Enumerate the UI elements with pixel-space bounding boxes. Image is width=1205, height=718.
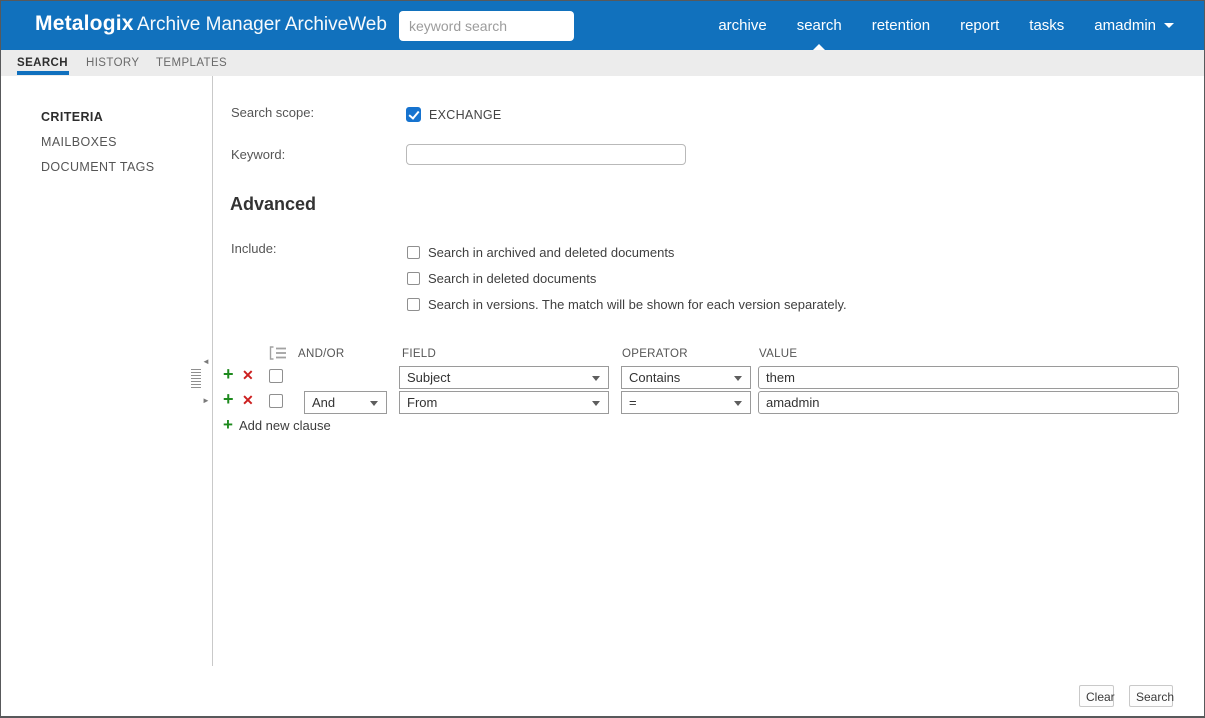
- user-menu-label: amadmin: [1094, 17, 1156, 34]
- exchange-checkbox[interactable]: [406, 107, 421, 122]
- tab-bar: [1, 50, 1204, 76]
- add-new-clause-link[interactable]: [223, 417, 331, 433]
- operator-select-value: Contains: [629, 370, 681, 385]
- tab-search[interactable]: SEARCH: [17, 57, 68, 69]
- include-archived-deleted-label: Search in archived and deleted documents: [428, 245, 675, 260]
- remove-clause-icon[interactable]: ✕: [242, 367, 254, 383]
- advanced-heading: Advanced: [230, 194, 317, 214]
- keyword-search-input[interactable]: [399, 11, 574, 41]
- include-deleted-label: Search in deleted documents: [428, 271, 597, 286]
- remove-clause-icon[interactable]: ✕: [242, 392, 254, 408]
- keyword-label: Keyword:: [231, 147, 286, 162]
- value-input[interactable]: [758, 366, 1179, 389]
- column-header-operator: OPERATOR: [622, 348, 688, 360]
- add-clause-icon[interactable]: +: [223, 364, 234, 384]
- sidebar-divider: [212, 76, 213, 666]
- operator-select-value: =: [629, 395, 637, 410]
- tab-history[interactable]: HISTORY: [86, 57, 140, 69]
- sidebar-item-mailboxes[interactable]: MAILBOXES: [41, 135, 117, 149]
- exchange-label: EXCHANGE: [429, 108, 502, 122]
- nav-item-retention[interactable]: retention: [871, 17, 931, 34]
- user-menu[interactable]: [1094, 1, 1174, 50]
- column-header-andor: AND/OR: [298, 348, 345, 360]
- app-header: [1, 1, 1204, 50]
- clear-button[interactable]: Clear: [1079, 685, 1114, 707]
- add-clause-icon[interactable]: +: [223, 389, 234, 409]
- andor-select-value: And: [312, 395, 336, 410]
- collapse-left-icon[interactable]: ◄: [202, 357, 210, 366]
- include-versions-checkbox[interactable]: [407, 298, 420, 311]
- nav-item-archive[interactable]: archive: [718, 17, 767, 34]
- chevron-down-icon: [1164, 23, 1174, 28]
- search-button[interactable]: Search: [1129, 685, 1173, 707]
- field-select-value: Subject: [407, 370, 451, 385]
- add-icon: +: [223, 415, 233, 434]
- andor-select[interactable]: [304, 391, 387, 414]
- sidebar-item-document-tags[interactable]: DOCUMENT TAGS: [41, 160, 155, 174]
- search-scope-label: Search scope:: [231, 105, 315, 120]
- column-header-value: VALUE: [759, 348, 798, 360]
- operator-select[interactable]: [621, 366, 751, 389]
- nav-item-tasks[interactable]: tasks: [1029, 17, 1065, 34]
- tab-templates[interactable]: TEMPLATES: [156, 57, 228, 69]
- column-header-field: FIELD: [402, 348, 437, 360]
- include-label: Include:: [231, 241, 277, 256]
- nav-item-search[interactable]: search: [797, 1, 842, 50]
- operator-select[interactable]: [621, 391, 751, 414]
- expand-right-icon[interactable]: ►: [202, 396, 210, 405]
- include-deleted-checkbox[interactable]: [407, 272, 420, 285]
- include-versions-label: Search in versions. The match will be shown for each version separately.: [428, 297, 847, 312]
- sidebar-item-criteria[interactable]: CRITERIA: [41, 110, 104, 124]
- field-select[interactable]: [399, 391, 609, 414]
- field-select[interactable]: [399, 366, 609, 389]
- select-all-icon[interactable]: [269, 346, 287, 360]
- value-input[interactable]: [758, 391, 1179, 414]
- product-title: Archive Manager ArchiveWeb: [137, 14, 387, 35]
- keyword-input[interactable]: [406, 144, 686, 165]
- clause-row-checkbox[interactable]: [269, 369, 283, 383]
- clause-row-checkbox[interactable]: [269, 394, 283, 408]
- field-select-value: From: [407, 395, 438, 410]
- add-new-clause-label: Add new clause: [238, 417, 331, 433]
- nav-item-report[interactable]: report: [960, 17, 1000, 34]
- include-archived-deleted-checkbox[interactable]: [407, 246, 420, 259]
- top-nav: [718, 1, 1174, 50]
- splitter-drag-handle[interactable]: [191, 369, 201, 390]
- brand-logo: Metalogix: [35, 12, 134, 35]
